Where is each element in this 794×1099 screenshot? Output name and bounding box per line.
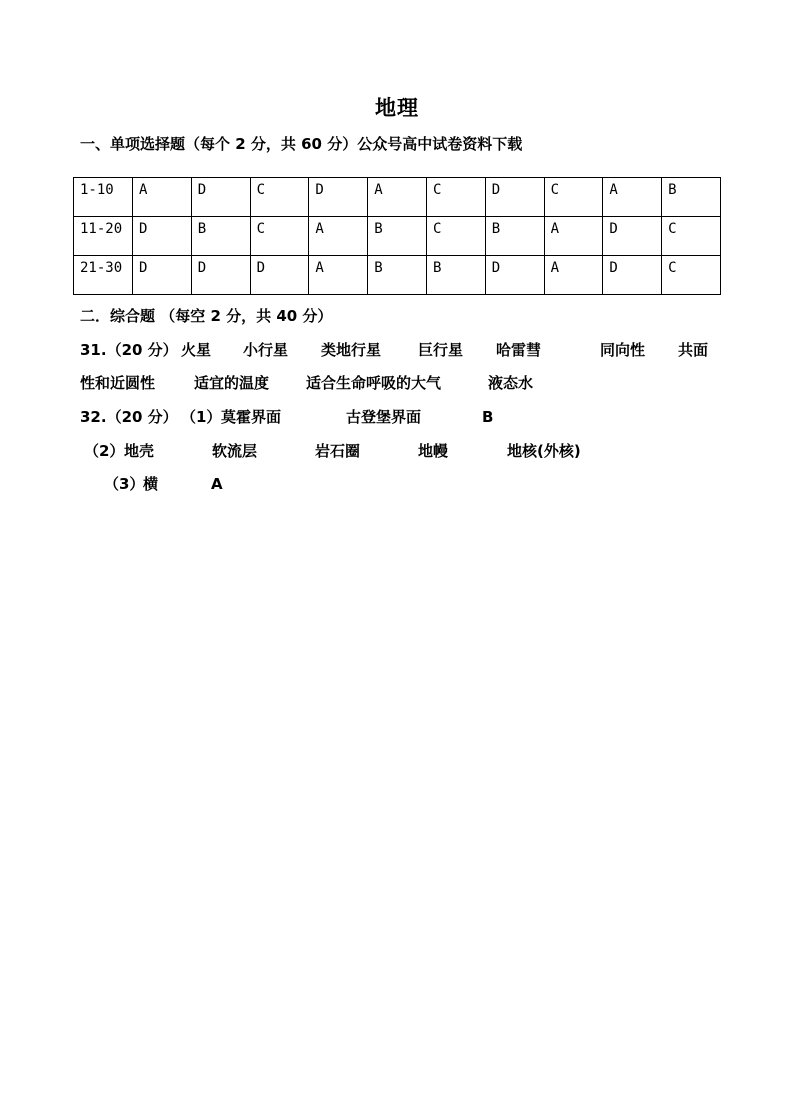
q31-answer-5: 哈雷彗 xyxy=(496,341,542,359)
q31-answer-2: 小行星 xyxy=(243,341,289,359)
answer-cell: A xyxy=(544,217,603,256)
q31-answer-4: 巨行星 xyxy=(418,341,464,359)
section2-heading: 二．综合题 （每空 2 分，共 40 分） xyxy=(80,307,333,325)
answer-cell: B xyxy=(485,217,544,256)
answer-cell: A xyxy=(368,178,427,217)
q32-part2-answer-3: 岩石圈 xyxy=(315,442,361,460)
answer-cell: B xyxy=(191,217,250,256)
answer-cell: A xyxy=(309,256,368,295)
answer-cell: A xyxy=(133,178,192,217)
q32-part2-answer-1: 地壳 xyxy=(124,442,155,460)
answer-cell: D xyxy=(485,178,544,217)
answer-cell: B xyxy=(662,178,721,217)
table-row xyxy=(74,256,721,295)
question-range-cell: 11-20 xyxy=(74,217,133,256)
q31-answer-1: 火星 xyxy=(181,341,212,359)
answer-cell: D xyxy=(191,178,250,217)
q31-label: 31.（20 分） xyxy=(80,341,178,359)
q32-label: 32.（20 分） xyxy=(80,408,178,426)
answer-cell: C xyxy=(250,217,309,256)
answer-cell: D xyxy=(603,256,662,295)
answer-cell: B xyxy=(426,256,485,295)
question-range-cell: 1-10 xyxy=(74,178,133,217)
q32-part2-answer-5: 地核(外核) xyxy=(507,442,581,460)
answer-cell: D xyxy=(309,178,368,217)
q31-line2-2: 适宜的温度 xyxy=(194,374,270,392)
answer-cell: C xyxy=(662,217,721,256)
q32-part2-answer-4: 地幔 xyxy=(418,442,449,460)
q31-line2-4: 液态水 xyxy=(488,374,534,392)
table-row xyxy=(74,178,721,217)
answer-cell: A xyxy=(544,256,603,295)
q31-line2-3: 适合生命呼吸的大气 xyxy=(306,374,442,392)
answer-cell: C xyxy=(544,178,603,217)
answer-cell: D xyxy=(485,256,544,295)
q31-answer-7: 共面 xyxy=(678,341,709,359)
q32-part1-answer-2: 古登堡界面 xyxy=(346,408,422,426)
answer-cell: C xyxy=(426,178,485,217)
section1-heading: 一、单项选择题（每个 2 分，共 60 分）公众号高中试卷资料下载 xyxy=(80,135,523,153)
q32-part1-answer-3: B xyxy=(482,408,494,426)
answer-cell: B xyxy=(368,256,427,295)
answer-cell: D xyxy=(250,256,309,295)
answer-table xyxy=(73,177,721,295)
answer-cell: D xyxy=(603,217,662,256)
answer-cell: C xyxy=(662,256,721,295)
answer-cell: C xyxy=(250,178,309,217)
answer-cell: A xyxy=(603,178,662,217)
q32-part1-label: （1） xyxy=(181,408,222,426)
answer-cell: D xyxy=(191,256,250,295)
q32-part1-answer-1: 莫霍界面 xyxy=(221,408,282,426)
answer-cell: A xyxy=(309,217,368,256)
answer-cell: D xyxy=(133,217,192,256)
page-title: 地理 xyxy=(375,96,419,120)
q32-part2-answer-2: 软流层 xyxy=(212,442,258,460)
q32-part3-answer-2: A xyxy=(211,475,223,493)
answer-cell: C xyxy=(426,217,485,256)
q31-answer-3: 类地行星 xyxy=(321,341,382,359)
q32-part3-label: （3） xyxy=(104,475,145,493)
q31-answer-6: 同向性 xyxy=(600,341,646,359)
answer-cell: D xyxy=(133,256,192,295)
q32-part3-answer-1: 横 xyxy=(143,475,159,493)
q31-line2-1: 性和近圆性 xyxy=(80,374,156,392)
table-row xyxy=(74,217,721,256)
question-range-cell: 21-30 xyxy=(74,256,133,295)
q32-part2-label: （2） xyxy=(84,442,125,460)
answer-cell: B xyxy=(368,217,427,256)
